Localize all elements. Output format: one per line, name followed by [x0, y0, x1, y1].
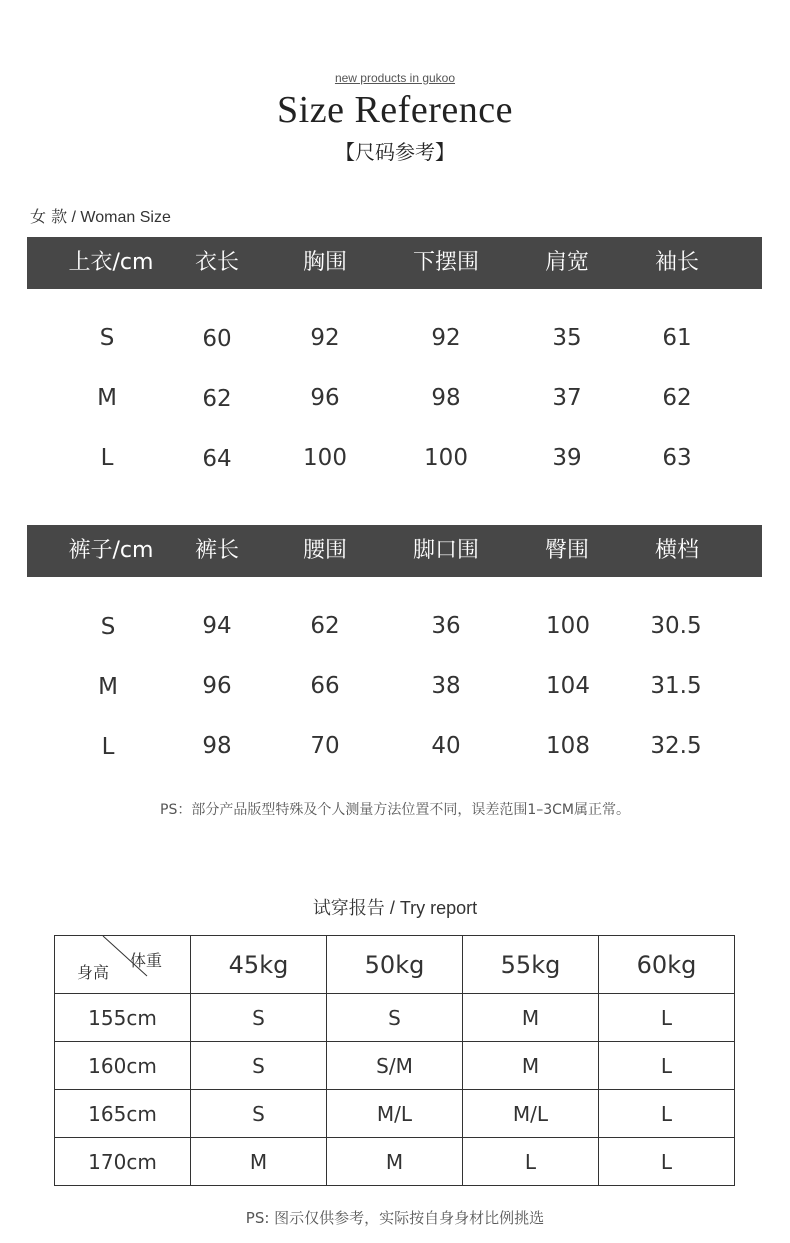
- brand-tagline: new products in gukoo: [334, 71, 456, 85]
- tops-header-cell: 下摆围: [412, 250, 479, 275]
- size-label: L: [101, 734, 115, 760]
- table-cell: 96: [310, 385, 340, 411]
- weight-header: 45kg: [191, 936, 327, 994]
- pants-header-cell: 臀围: [544, 538, 589, 563]
- size-cell: L: [599, 1138, 735, 1186]
- table-row: [55, 1138, 735, 1186]
- pants-header-cell: 裤子/cm: [68, 538, 154, 563]
- height-label: 160cm: [55, 1042, 191, 1090]
- table-cell: 66: [310, 673, 340, 699]
- table-cell: 35: [552, 325, 582, 351]
- corner-cell: [55, 936, 191, 994]
- section-label-en: / Woman Size: [67, 209, 171, 226]
- table-cell: 62: [662, 385, 692, 411]
- table-cell: 30.5: [650, 613, 702, 639]
- table-cell: 100: [424, 445, 468, 471]
- size-cell: M/L: [327, 1090, 463, 1138]
- table-cell: 40: [431, 733, 461, 759]
- table-cell: 94: [202, 613, 232, 639]
- table-row: [55, 994, 735, 1042]
- table-cell: 92: [310, 325, 340, 351]
- try-report-title: [0, 894, 790, 920]
- table-cell: 104: [546, 673, 590, 699]
- try-report-header-row: [55, 936, 735, 994]
- table-cell: 62: [310, 613, 340, 639]
- corner-row-label: 身高: [77, 963, 110, 982]
- pants-header-cell: 脚口围: [412, 538, 479, 563]
- table-cell: 38: [431, 673, 461, 699]
- height-label: 170cm: [55, 1138, 191, 1186]
- table-cell: 70: [310, 733, 340, 759]
- size-label: S: [99, 325, 115, 351]
- table-cell: 63: [662, 445, 692, 471]
- size-cell: S/M: [327, 1042, 463, 1090]
- tops-header-cell: 胸围: [302, 250, 347, 275]
- measurement-note: PS：部分产品版型特殊及个人测量方法位置不同，误差范围1–3CM属正常。: [160, 802, 630, 818]
- table-cell: 32.5: [650, 733, 702, 759]
- page-title: Size Reference: [277, 89, 513, 131]
- weight-header: 50kg: [327, 936, 463, 994]
- table-cell: 98: [431, 385, 461, 411]
- table-cell: 37: [552, 385, 582, 411]
- pants-header-cell: 横档: [654, 538, 699, 563]
- size-label: M: [97, 385, 117, 411]
- size-label: S: [100, 614, 116, 640]
- tops-header-band: [27, 237, 762, 289]
- height-label: 155cm: [55, 994, 191, 1042]
- tops-header-cell: 肩宽: [544, 250, 589, 275]
- table-cell: 96: [202, 673, 232, 699]
- tops-header-cell: 衣长: [194, 250, 239, 275]
- size-cell: M/L: [463, 1090, 599, 1138]
- table-cell: 108: [546, 733, 590, 759]
- height-label: 165cm: [55, 1090, 191, 1138]
- size-cell: L: [599, 1090, 735, 1138]
- try-report-title-en: / Try report: [384, 898, 478, 918]
- size-cell: M: [327, 1138, 463, 1186]
- size-cell: M: [463, 994, 599, 1042]
- table-row: [55, 1090, 735, 1138]
- size-label: M: [98, 674, 118, 700]
- try-report-title-cn: 试穿报告: [312, 898, 385, 919]
- pants-header-band: [27, 525, 762, 577]
- table-cell: 36: [431, 613, 461, 639]
- size-cell: S: [191, 1042, 327, 1090]
- tops-header-cell: 上衣/cm: [68, 250, 154, 275]
- size-cell: L: [599, 994, 735, 1042]
- footer-note: PS: 图示仅供参考，实际按自身身材比例挑选: [245, 1209, 545, 1227]
- diagonal-divider: [55, 936, 191, 994]
- table-cell: 100: [546, 613, 590, 639]
- page-subtitle: 【尺码参考】: [335, 140, 455, 164]
- try-report-table: [54, 935, 735, 1186]
- size-cell: M: [463, 1042, 599, 1090]
- corner-col-label: 体重: [130, 951, 163, 970]
- size-cell: S: [191, 1090, 327, 1138]
- section-label-cn: 女 款: [30, 207, 68, 226]
- size-cell: L: [599, 1042, 735, 1090]
- table-cell: 61: [662, 325, 692, 351]
- table-cell: 64: [202, 446, 232, 472]
- section-label: [30, 204, 171, 227]
- size-cell: S: [191, 994, 327, 1042]
- table-cell: 60: [202, 326, 232, 352]
- size-cell: S: [327, 994, 463, 1042]
- tops-header-cell: 袖长: [654, 250, 699, 275]
- weight-header: 60kg: [599, 936, 735, 994]
- table-cell: 92: [431, 325, 461, 351]
- pants-header-cell: 腰围: [302, 538, 347, 563]
- pants-header-cell: 裤长: [194, 538, 239, 563]
- table-cell: 39: [552, 445, 582, 471]
- table-cell: 100: [303, 445, 347, 471]
- size-cell: M: [191, 1138, 327, 1186]
- weight-header: 55kg: [463, 936, 599, 994]
- table-cell: 31.5: [650, 673, 702, 699]
- table-cell: 62: [202, 386, 232, 412]
- table-cell: 98: [202, 733, 232, 759]
- size-label: L: [100, 445, 114, 471]
- table-row: [55, 1042, 735, 1090]
- size-cell: L: [463, 1138, 599, 1186]
